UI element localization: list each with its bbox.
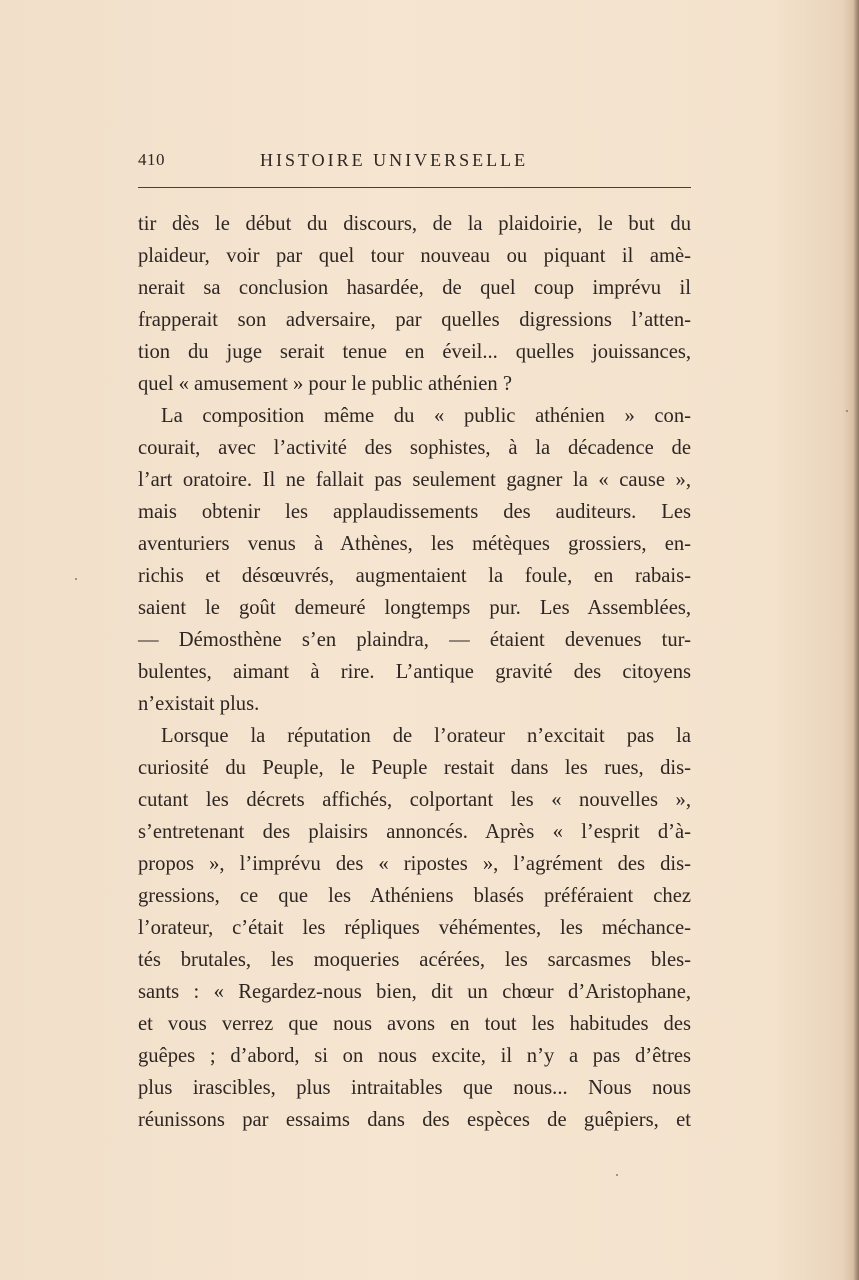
text-line: tir dès le début du discours, de la plaidoirie, le but du xyxy=(138,213,691,235)
text-line: quel « amusement » pour le public athénien ? xyxy=(138,373,513,395)
paragraph-start-line: La composition même du « public athénien » con- xyxy=(161,405,691,427)
running-title: HISTOIRE UNIVERSELLE xyxy=(260,150,529,170)
text-line: guêpes ; d’abord, si on nous excite, il n’y a pas d’êtres xyxy=(138,1045,691,1067)
text-line: cutant les décrets affichés, colportant les « nouvelles », xyxy=(138,789,691,811)
text-line: l’orateur, c’était les répliques véhémentes, les méchance- xyxy=(138,917,691,939)
text-line: nerait sa conclusion hasardée, de quel coup imprévu il xyxy=(138,277,691,299)
text-line: gressions, ce que les Athéniens blasés préféraient chez xyxy=(138,885,691,907)
text-line: s’entretenant des plaisirs annoncés. Après « l’esprit d’à- xyxy=(138,821,691,843)
body-text xyxy=(138,208,691,1136)
text-line: courait, avec l’activité des sophistes, à la décadence de xyxy=(138,437,691,459)
text-line: mais obtenir les applaudissements des auditeurs. Les xyxy=(138,501,691,523)
text-line: bulentes, aimant à rire. L’antique gravité des citoyens xyxy=(138,661,691,683)
text-line: n’existait plus. xyxy=(138,693,260,715)
paragraph-start-line: Lorsque la réputation de l’orateur n’excitait pas la xyxy=(161,725,691,747)
paper-speck xyxy=(846,410,848,412)
header-rule xyxy=(138,187,691,188)
text-line: réunissons par essaims dans des espèces de guêpiers, et xyxy=(138,1109,691,1131)
text-line: — Démosthène s’en plaindra, — étaient devenues tur- xyxy=(138,629,691,651)
paper-speck xyxy=(616,1174,618,1176)
page-edge-shadow xyxy=(853,0,859,1280)
running-header xyxy=(138,150,691,176)
page-number: 410 xyxy=(138,150,165,169)
text-line: l’art oratoire. Il ne fallait pas seulement gagner la « cause », xyxy=(138,469,691,491)
text-line: plaideur, voir par quel tour nouveau ou piquant il amè- xyxy=(138,245,691,267)
text-line: frapperait son adversaire, par quelles digressions l’atten- xyxy=(138,309,691,331)
text-line: curiosité du Peuple, le Peuple restait dans les rues, dis- xyxy=(138,757,691,779)
text-line: propos », l’imprévu des « ripostes », l’agrément des dis- xyxy=(138,853,691,875)
text-line: aventuriers venus à Athènes, les métèques grossiers, en- xyxy=(138,533,691,555)
text-line: tés brutales, les moqueries acérées, les sarcasmes bles- xyxy=(138,949,691,971)
text-line: et vous verrez que nous avons en tout les habitudes des xyxy=(138,1013,691,1035)
paper-speck xyxy=(75,578,77,580)
text-line: tion du juge serait tenue en éveil... quelles jouissances, xyxy=(138,341,691,363)
text-line: richis et désœuvrés, augmentaient la foule, en rabais- xyxy=(138,565,691,587)
text-line: sants : « Regardez-nous bien, dit un chœur d’Aristophane, xyxy=(138,981,691,1003)
text-line: saient le goût demeuré longtemps pur. Les Assemblées, xyxy=(138,597,691,619)
text-line: plus irascibles, plus intraitables que nous... Nous nous xyxy=(138,1077,691,1099)
